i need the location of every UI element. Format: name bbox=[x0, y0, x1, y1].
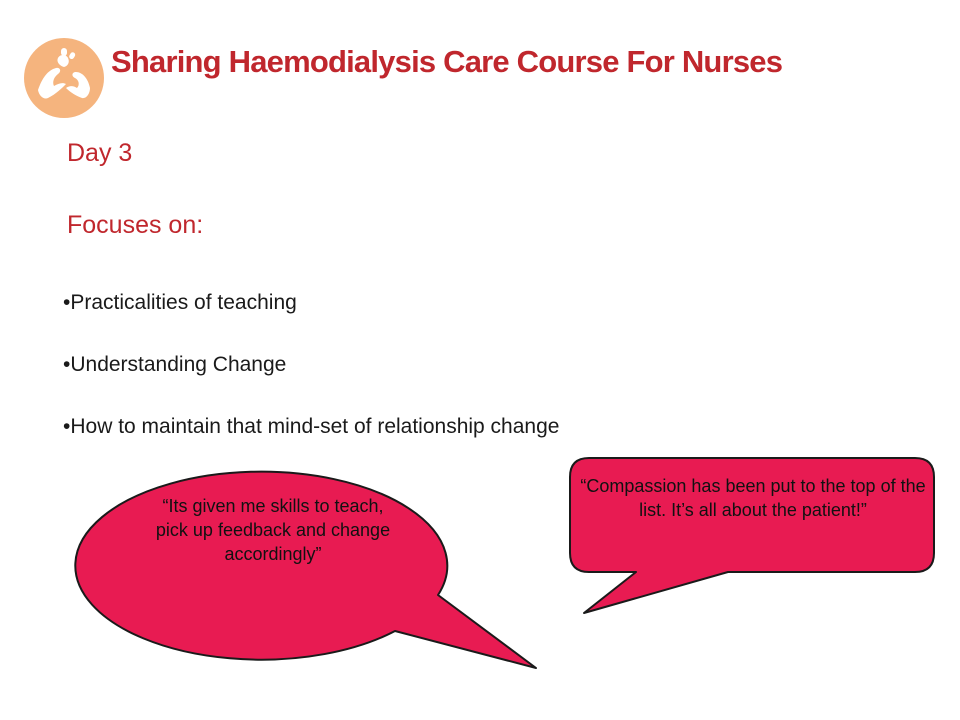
page-title: Sharing Haemodialysis Care Course For Nurses bbox=[111, 44, 783, 79]
focus-item: •Practicalities of teaching bbox=[63, 291, 297, 314]
day-label: Day 3 bbox=[67, 139, 133, 167]
focus-item: •Understanding Change bbox=[63, 353, 287, 376]
quote-right: “Compassion has been put to the top of the list. It’s all about the patient!” bbox=[580, 476, 926, 520]
quote-left: “Its given me skills to teach, pick up feedback and change accordingly” bbox=[155, 496, 391, 564]
focus-item: •How to maintain that mind-set of relationship change bbox=[63, 415, 560, 438]
focus-heading: Focuses on: bbox=[67, 211, 204, 239]
